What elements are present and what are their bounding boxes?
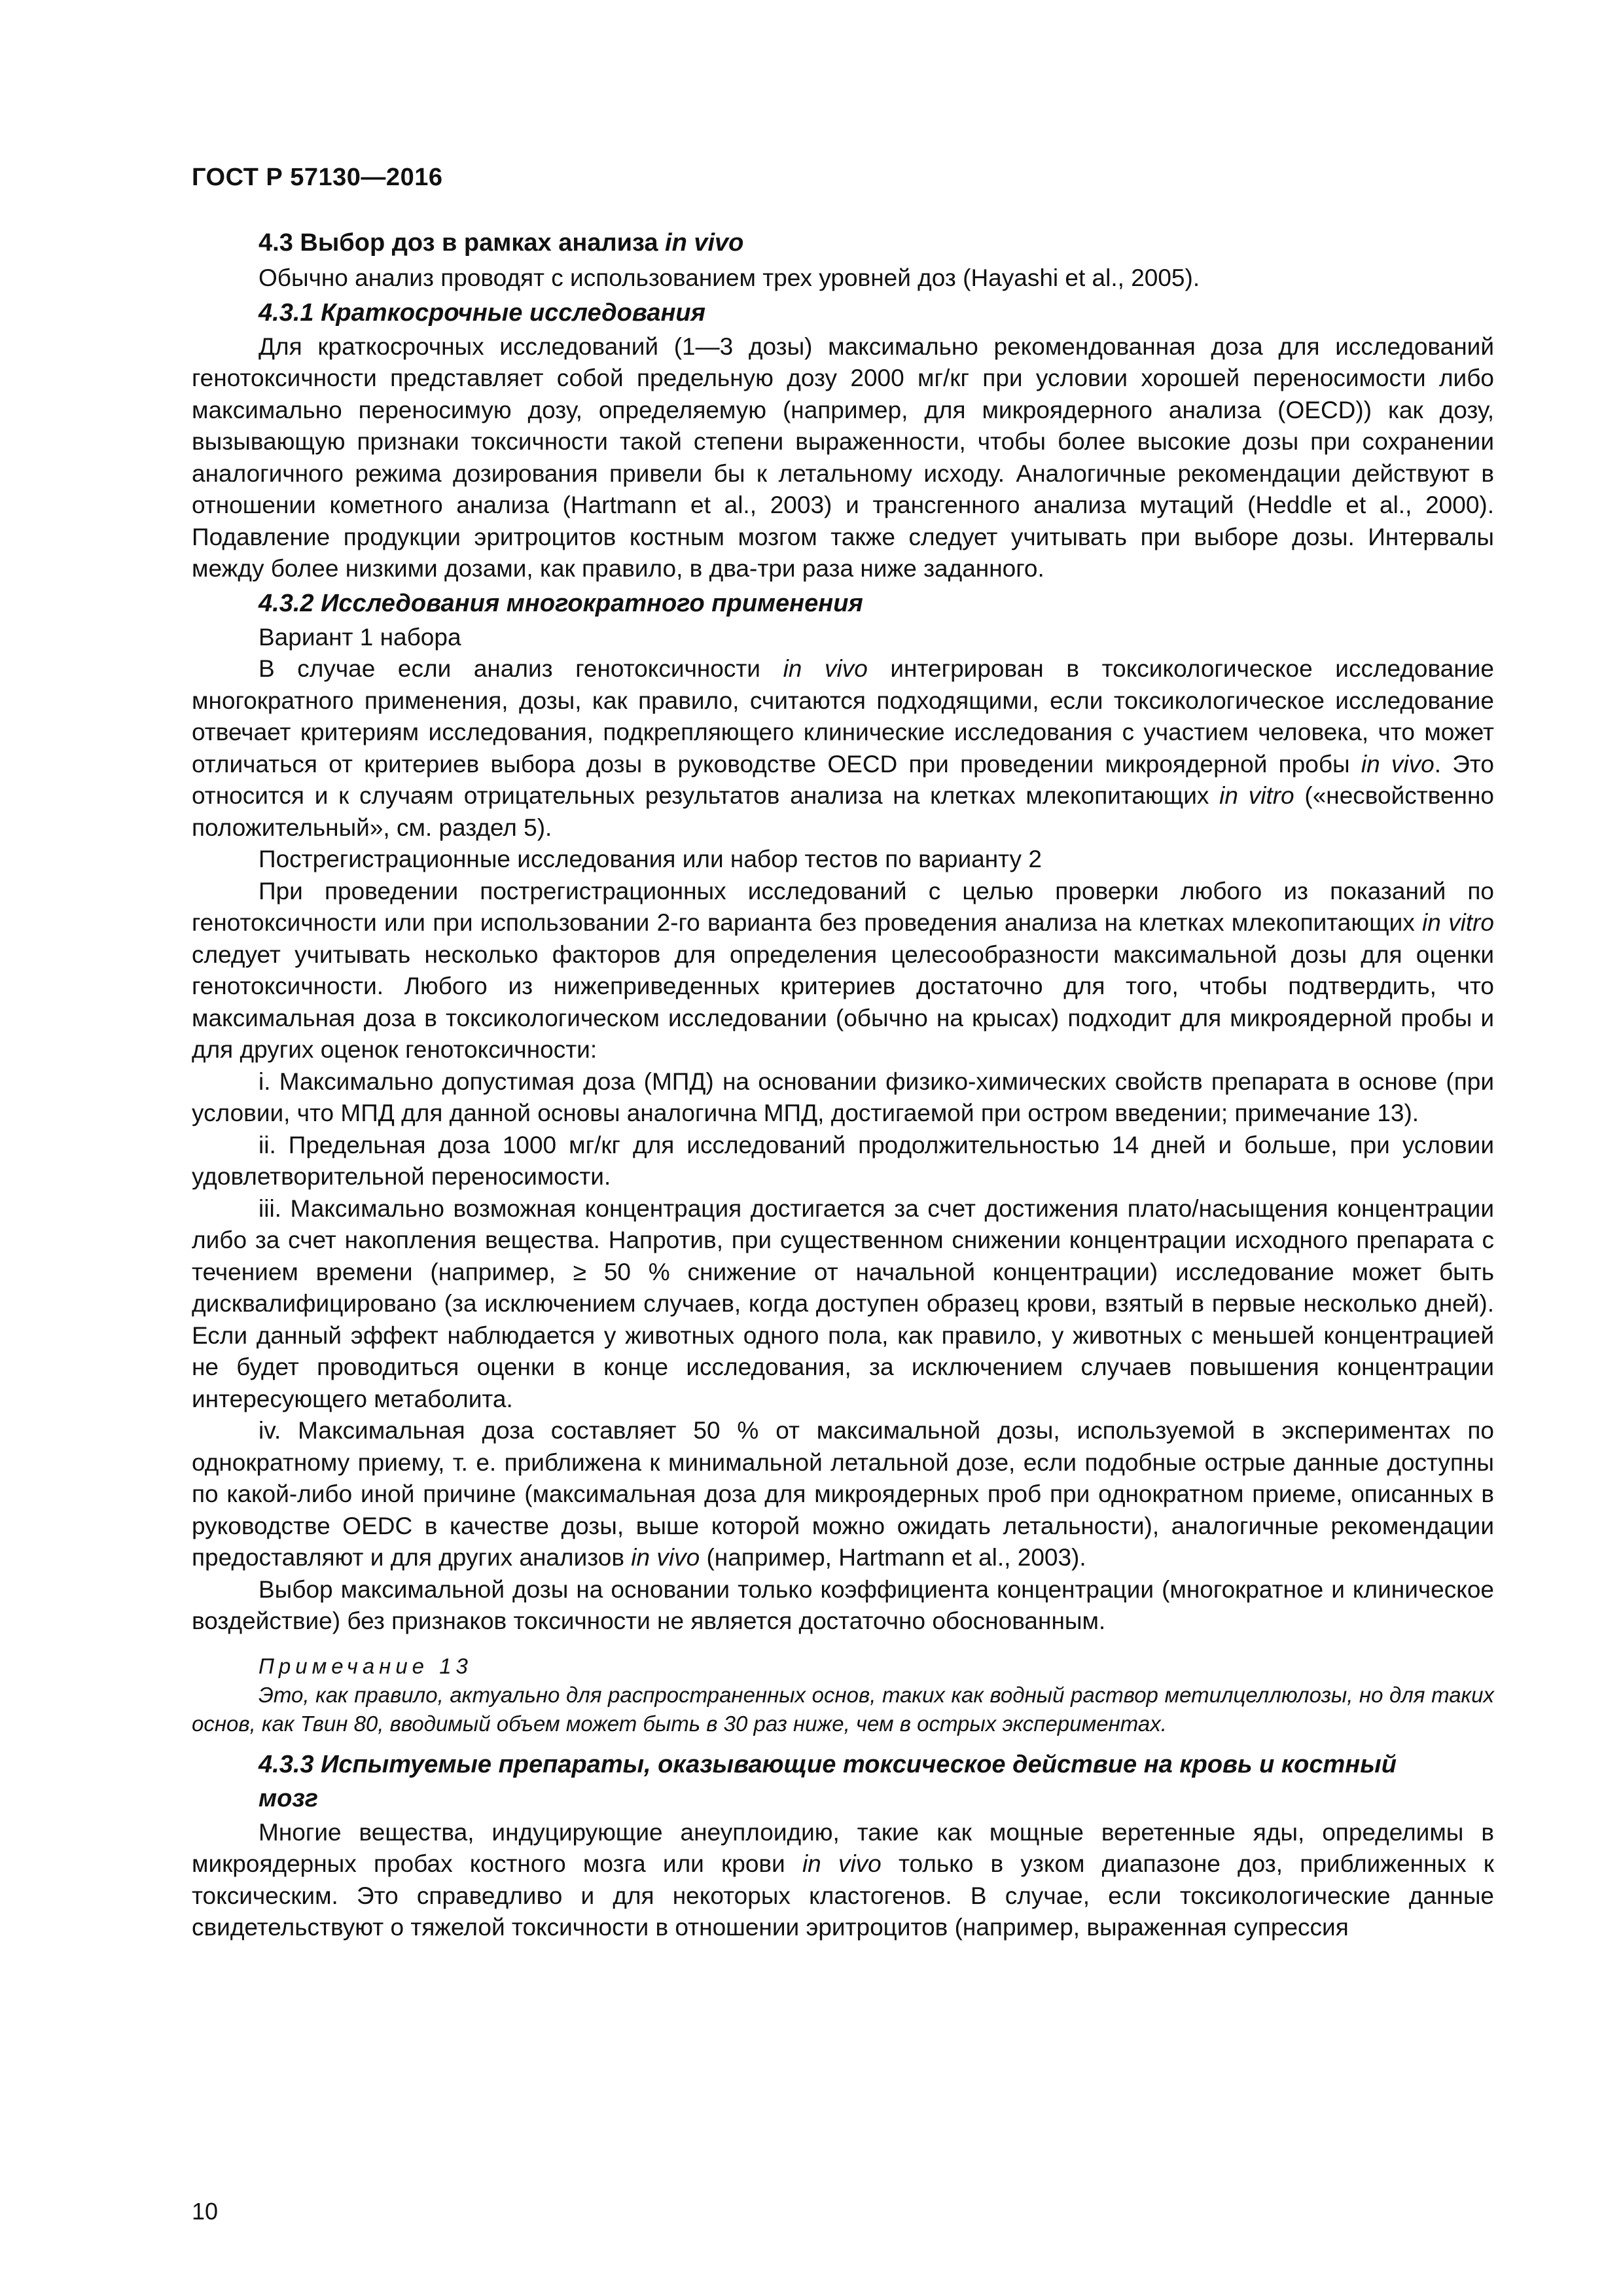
section-heading-4-3-2: 4.3.2 Исследования многократного применения <box>259 589 863 617</box>
paragraph: Для краткосрочных исследований (1—3 дозы) максимально рекомендованная доза для исследований генотоксичности представляет собой предельную дозу 2000 мг/кг при условии хорошей переносимости либо максимально переносимую дозу, определяемую (например, для микроядерного анализа (OECD)) как дозу, вызывающую признаки токсичности такой степени выраженности, чтобы более высокие дозы при сохранении аналогичного режима дозирования привели бы к летальному исходу. Аналогичные рекомендации действуют в отношении кометного анализа (Hartmann et al., 2003) и трансгенного анализа мутаций (Heddle et al., 2000). Подавление продукции эритроцитов костным мозгом также следует учитывать при выборе дозы. Интервалы между более низкими дозами, как правило, в два-три раза ниже заданного. <box>192 332 1494 582</box>
italic-text: in vivo <box>631 1544 700 1571</box>
italic-text: in vitro <box>1422 909 1494 936</box>
text-run: только в узком диапазоне доз, приближенных к токсическим. Это справедливо и для некоторых кластогенов. В случае, если токсикологические данные свидетельствуют о тяжелой токсичности в отношении эритроцитов (например, выраженная супрессия <box>192 1850 1494 1941</box>
list-item-iv <box>192 1415 1494 1574</box>
list-item-ii: ii. Предельная доза 1000 мг/кг для исследований продолжительностью 14 дней и больше, при условии удовлетворительной переносимости. <box>192 1131 1494 1190</box>
note-label: Примечание 13 <box>259 1653 473 1678</box>
italic-text: in vivo <box>802 1850 882 1877</box>
document-header: ГОСТ Р 57130—2016 <box>192 164 443 191</box>
section-heading-4-3-1: 4.3.1 Краткосрочные исследования <box>259 298 705 327</box>
paragraph <box>192 653 1494 844</box>
text-run: интегрирован в токсикологическое исследование многократного применения, дозы, как правило, считаются подходящими, если токсикологическое исследование отвечает критериям исследования, подкрепляющего клинические исследования с участием человека, что может отличаться от критериев выбора дозы в руководстве OECD при проведении микроядерной пробы <box>192 655 1494 778</box>
list-item-iii: iii. Максимально возможная концентрация достигается за счет достижения плато/насыщения концентрации либо за счет накопления вещества. Напротив, при существенном снижении концентрации исходного препарата с течением времени (например, ≥ 50 % снижение от начальной концентрации) исследование может быть дисквалифицировано (за исключением случаев, когда доступен образец крови, взятый в первые несколько дней). Если данный эффект наблюдается у животных одного пола, как правило, у животных с меньшей концентрацией не будет проводиться оценки в конце исследования, за исключением случаев повышения концентрации интересующего метаболита. <box>192 1194 1494 1412</box>
text-run: Многие вещества, индуцирующие анеуплоидию, такие как мощные веретенные яды, определимы в микроядерных пробах костного мозга или крови <box>192 1818 1494 1877</box>
text-run: («несвойственно положительный», см. раздел 5). <box>192 782 1494 841</box>
section-heading-4-3-3 <box>192 1748 1494 1816</box>
italic-text: in vivo <box>1361 750 1435 778</box>
section-heading-4-3 <box>192 226 1494 260</box>
italic-text: in vivo <box>783 655 868 682</box>
italic-text: in vitro <box>1219 782 1294 809</box>
document-body <box>192 226 1494 1944</box>
page-number: 10 <box>192 2198 219 2225</box>
text-run: (например, Hartmann et al., 2003). <box>700 1544 1086 1571</box>
text-run: При проведении пострегистрационных исследований с целью проверки любого из показаний по генотоксичности или при использовании 2-го варианта без проведения анализа на клетках млекопитающих <box>192 877 1494 936</box>
text-run: iv. Максимальная доза составляет 50 % от максимальной дозы, используемой в экспериментах по однократному приему, т. е. приближена к минимальной летальной дозе, если подобные острые данные доступны по какой-либо иной причине (максимальная доза для микроядерных проб при однократном приеме, описанных в руководстве OEDC в качестве дозы, выше которой можно ожидать летальности), аналогичные рекомендации предоставляют и для других анализов <box>192 1417 1494 1571</box>
paragraph-variant-1: Вариант 1 набора <box>259 623 461 651</box>
list-item-i: i. Максимально допустимая доза (МПД) на основании физико-химических свойств препарата в основе (при условии, что МПД для данной основы аналогична МПД, достигаемой при остром введении; примечание 13). <box>192 1067 1494 1126</box>
heading-text: 4.3 Выбор доз в рамках анализа <box>259 229 666 257</box>
paragraph: Выбор максимальной дозы на основании только коэффициента концентрации (многократное и клиническое воздействие) без признаков токсичности не является достаточно обоснованным. <box>192 1575 1494 1634</box>
heading-line: 4.3.3 Испытуемые препараты, оказывающие токсическое действие на кровь и костный <box>259 1750 1397 1778</box>
heading-italic-text: in vivo <box>665 229 744 257</box>
paragraph-variant-2: Пострегистрационные исследования или набор тестов по варианту 2 <box>259 846 1042 872</box>
heading-line: мозг <box>259 1784 318 1812</box>
text-run: следует учитывать несколько факторов для определения целесообразности максимальной дозы для оценки генотоксичности. Любого из нижеприведенных критериев достаточно для того, чтобы подтвердить, что максимальная доза в токсикологическом исследовании (обычно на крысах) подходит для микроядерной пробы и для других оценок генотоксичности: <box>192 941 1494 1063</box>
paragraph <box>192 1817 1494 1944</box>
note-text: Это, как правило, актуально для распространенных основ, таких как водный раствор метилцеллюлозы, но для таких основ, как Твин 80, вводимый объем может быть в 30 раз ниже, чем в острых экспериментах. <box>192 1682 1494 1736</box>
paragraph <box>192 876 1494 1066</box>
paragraph: Обычно анализ проводят с использованием трех уровней доз (Hayashi et al., 2005). <box>259 264 1200 291</box>
text-run: . Это относится и к случаям отрицательных результатов анализа на клетках млекопитающих <box>192 750 1494 809</box>
text-run: В случае если анализ генотоксичности <box>259 655 783 682</box>
